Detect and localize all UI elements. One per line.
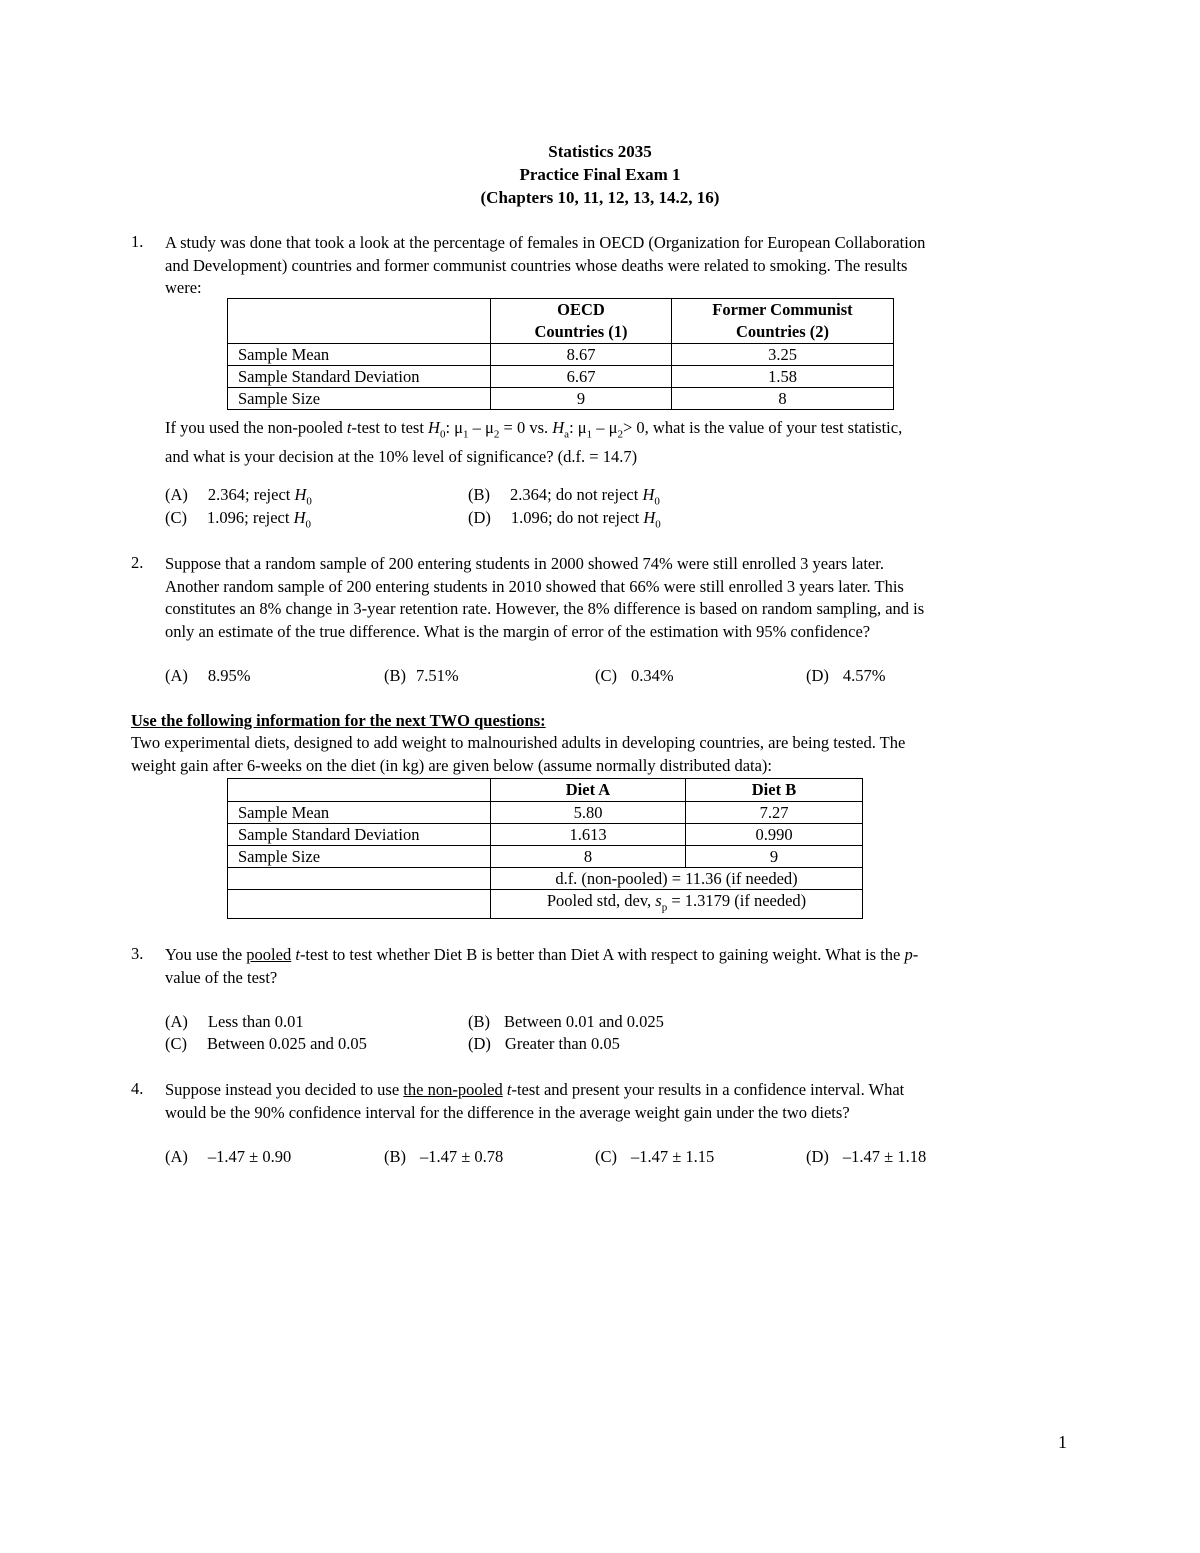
cell-value: 1.613 xyxy=(491,824,686,846)
q1-text xyxy=(165,232,1085,300)
q2-option-c[interactable]: (C) 0.34% xyxy=(595,666,674,685)
exam-chapters: (Chapters 10, 11, 12, 13, 14.2, 16) xyxy=(480,188,720,207)
q2-number: 2. xyxy=(131,553,144,572)
q4-option-d[interactable]: (D) –1.47 ± 1.18 xyxy=(806,1147,927,1166)
q3-text-line1: You use the pooled t-test to test whether Diet B is better than Diet A with respect to gaining weight. What is the p- xyxy=(165,945,919,964)
table-header-row xyxy=(228,299,894,344)
table-header-diet-a: Diet A xyxy=(491,779,686,802)
q1-stem-line1: If you used the non-pooled t-test to test $H_0$: $\mu_1 - \mu_2 = 0$ vs. $H_a$: $\mu_1 - \mu_2> 0$, what is the value of your test statistic, xyxy=(165,418,903,441)
table-row xyxy=(228,344,894,366)
table-row xyxy=(228,802,863,824)
table-row xyxy=(228,388,894,410)
pooled-sd-note: Pooled std, dev, $s_p = 1.3179$ (if needed) xyxy=(491,890,863,919)
table-row xyxy=(228,868,863,890)
q4-text-line2: would be the 90% confidence interval for the difference in the average weight gain under the two diets? xyxy=(165,1102,850,1122)
cell-value: 9 xyxy=(686,846,863,868)
q2-text xyxy=(165,553,1085,643)
q1-number: 1. xyxy=(131,232,144,251)
q2-option-d[interactable]: (D) 4.57% xyxy=(806,666,886,685)
q2-text-line: Another random sample of 200 entering students in 2010 showed that 66% were still enrolled 3 years later. This xyxy=(165,576,904,596)
cell-value: 0.990 xyxy=(686,824,863,846)
q3-text xyxy=(165,944,1085,989)
page-number: 1 xyxy=(1058,1432,1067,1452)
cell-value: 6.67 xyxy=(491,366,672,388)
cell-value: 8 xyxy=(491,846,686,868)
cell-value: 3.25 xyxy=(672,344,894,366)
table-row xyxy=(228,846,863,868)
row-label: Sample Mean xyxy=(228,344,491,366)
q1-text-line: were: xyxy=(165,278,202,297)
q1-stem-line2: and what is your decision at the 10% level of significance? (d.f. = 14.7) xyxy=(165,446,638,466)
row-label: Sample Size xyxy=(228,388,491,410)
q1-text-line: and Development) countries and former communist countries whose deaths were related to smoking. The results xyxy=(165,255,908,275)
diet-data-table xyxy=(227,778,863,919)
q4-text xyxy=(165,1079,1085,1124)
table-corner-cell xyxy=(228,779,491,802)
table-header-diet-b: Diet B xyxy=(686,779,863,802)
empty-label-cell xyxy=(228,890,491,919)
header-text: Former Communist xyxy=(712,300,853,319)
q2-option-a[interactable]: (A) 8.95% xyxy=(165,666,251,685)
table-header-former-communist xyxy=(672,299,894,344)
q3-option-c[interactable]: (C) Between 0.025 and 0.05 xyxy=(165,1034,367,1053)
q1-data-table xyxy=(227,298,894,410)
q3-option-d[interactable]: (D) Greater than 0.05 xyxy=(468,1034,620,1053)
q1-stem xyxy=(165,417,1085,468)
empty-label-cell xyxy=(228,868,491,890)
cell-value: 5.80 xyxy=(491,802,686,824)
q2-option-b[interactable]: (B) 7.51% xyxy=(384,666,459,685)
q4-number: 4. xyxy=(131,1079,144,1098)
q2-text-line: constitutes an 8% change in 3-year retention rate. However, the 8% difference is based on random sampling, and is xyxy=(165,599,925,618)
q4-option-b[interactable]: (B) –1.47 ± 0.78 xyxy=(384,1147,504,1166)
df-note: d.f. (non-pooled) = 11.36 (if needed) xyxy=(491,868,863,890)
info-line2: weight gain after 6-weeks on the diet (in kg) are given below (assume normally distributed data): xyxy=(131,756,773,775)
cell-value: 9 xyxy=(491,388,672,410)
q2-text-line: Suppose that a random sample of 200 entering students in 2000 showed 74% were still enrolled 3 years later. xyxy=(165,554,884,573)
row-label: Sample Mean xyxy=(228,802,491,824)
table-header-row xyxy=(228,779,863,802)
row-label: Sample Standard Deviation xyxy=(228,366,491,388)
table-header-oecd xyxy=(491,299,672,344)
header-text: Countries (2) xyxy=(735,322,830,341)
table-row xyxy=(228,890,863,919)
exam-title: Practice Final Exam 1 xyxy=(519,165,681,184)
q1-option-d[interactable]: (D) 1.096; do not reject $H_0$ xyxy=(468,508,661,531)
q3-number: 3. xyxy=(131,944,144,963)
table-row xyxy=(228,366,894,388)
table-corner-cell xyxy=(228,299,491,344)
row-label: Sample Standard Deviation xyxy=(228,824,491,846)
q4-option-c[interactable]: (C) –1.47 ± 1.15 xyxy=(595,1147,715,1166)
q2-text-line: only an estimate of the true difference. What is the margin of error of the estimation with 95% confidence? xyxy=(165,621,871,641)
q3-option-b[interactable]: (B) Between 0.01 and 0.025 xyxy=(468,1012,664,1031)
header-text: Countries (1) xyxy=(534,322,628,341)
header-text: OECD xyxy=(557,300,605,319)
cell-value: 7.27 xyxy=(686,802,863,824)
row-label: Sample Size xyxy=(228,846,491,868)
table-row xyxy=(228,824,863,846)
cell-value: 8 xyxy=(672,388,894,410)
q4-option-a[interactable]: (A) –1.47 ± 0.90 xyxy=(165,1147,292,1166)
q3-text-line2: value of the test? xyxy=(165,967,278,987)
q4-text-line1: Suppose instead you decided to use the non-pooled t-test and present your results in a confidence interval. What xyxy=(165,1080,905,1099)
q1-option-a[interactable]: (A) 2.364; reject $H_0$ xyxy=(165,485,312,508)
info-line1: Two experimental diets, designed to add weight to malnourished adults in developing countries, are being tested. The xyxy=(131,733,906,752)
exam-course-title: Statistics 2035 xyxy=(548,142,652,161)
info-heading: Use the following information for the next TWO questions: xyxy=(131,711,546,730)
q1-option-b[interactable]: (B) 2.364; do not reject $H_0$ xyxy=(468,485,660,508)
q3-option-a[interactable]: (A) Less than 0.01 xyxy=(165,1012,304,1031)
q1-text-line: A study was done that took a look at the percentage of females in OECD (Organization for European Collaboration xyxy=(165,233,926,252)
cell-value: 1.58 xyxy=(672,366,894,388)
cell-value: 8.67 xyxy=(491,344,672,366)
q1-option-c[interactable]: (C) 1.096; reject $H_0$ xyxy=(165,508,312,531)
